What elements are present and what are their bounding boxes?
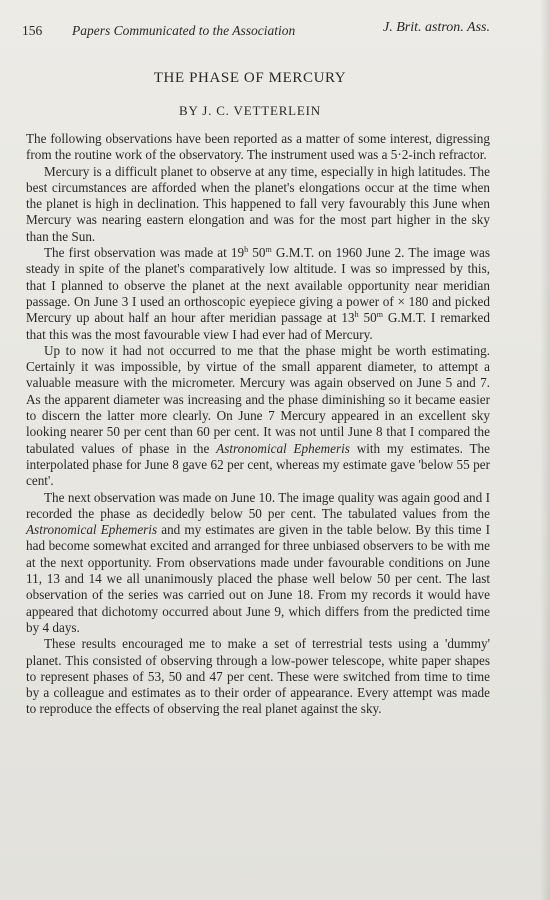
running-title: Papers Communicated to the Association [72, 23, 296, 38]
p3-text-i: G.M.T. I remarked that this was the most favourable view I had ever had of Mercury. [26, 310, 490, 342]
paragraph-1: The following observations have been reported as a matter of some interest, digressing from the routine work of the observatory. The instrument used was a 5·2-inch refractor. [26, 131, 490, 163]
paragraph-4 [26, 343, 490, 490]
article-title: THE PHASE OF MERCURY [153, 70, 347, 86]
paragraph-3 [26, 245, 490, 343]
journal-reference: J. Brit. astron. Ass. [383, 20, 490, 35]
p3-text-e: G.M.T. on 1960 June 2. The image was steady in spite of the planet's comparatively low altitude. I was so impressed by this, that I planned to observe the planet at the next available opportunity near meridian passage. On June 3 I used an orthoscopic eyepiece giving a power of × 180 and picked Mercury up about half an hour after meridian passage at 13 [26, 245, 491, 326]
hours-superscript: h [354, 310, 359, 320]
article-body [26, 131, 490, 718]
p3-text-a: The first observation was made at 19 [44, 245, 245, 261]
p3-text-c: 50 [248, 245, 266, 261]
running-head [22, 20, 490, 42]
author-byline: BY J. C. VETTERLEIN [179, 103, 321, 118]
paragraph-2: Mercury is a difficult planet to observe at any time, especially in high latitudes. The best circumstances are afforded when the planet's elongations occur at the time when the planet is high in declination. This happened to fall very favourably this June when Mercury was nearing eastern elongation and was for the most part higher in the sky than the Sun. [26, 163, 490, 244]
p4-text-c: with my estimates. The interpolated phase for June 8 gave 62 per cent, whereas my estimate gave 'below 55 per cent'. [26, 440, 490, 489]
p5-text-a: The next observation was made on June 10. The image quality was again good and I recorded the phase as decidedly below 50 per cent. The tabulated values from the [26, 489, 490, 521]
p5-text-c: and my estimates are given in the table below. By this time I had become somewhat excited and arranged for three unbiased observers to be with me at the next opportunity. From observations made under favourable conditions on June 11, 13 and 14 we all unanimously placed the phase well below 50 per cent. The last observation of the series was carried out on June 18. From my records it would have appeared that dichotomy occurred about June 9, which differs from the predicted time by 4 days. [26, 522, 490, 635]
minutes-superscript: m [265, 245, 272, 255]
minutes-superscript: m [376, 310, 383, 320]
page-number: 156 [22, 23, 43, 38]
p3-text-g: 50 [358, 310, 377, 326]
ephemeris-title: Astronomical Ephemeris [26, 522, 158, 538]
paragraph-5 [26, 490, 490, 637]
p4-text-a: Up to now it had not occurred to me that the phase might be worth estimating. Certainly it was impossible, by virtue of the small apparent diameter, to attempt a valuable measure with the micrometer. Mercury was again observed on June 5 and 7. As the apparent diameter was increasing and the phase diminishing so it became easier to discern the latter more clearly. On June 7 Mercury appeared in an excellent sky looking nearer 50 per cent than 60 per cent. It was not until June 8 that I compared the tabulated values of phase in the [26, 342, 490, 456]
paragraph-6: These results encouraged me to make a set of terrestrial tests using a 'dummy' planet. This consisted of observing through a low-power telescope, white paper shapes to represent phases of 53, 50 and 47 per cent. These were switched from time to time by a colleague and estimates as to their order of appearance. Every attempt was made to reproduce the effects of observing the real planet against the sky. [26, 636, 490, 717]
hours-superscript: h [244, 245, 249, 255]
ephemeris-title: Astronomical Ephemeris [216, 440, 350, 456]
